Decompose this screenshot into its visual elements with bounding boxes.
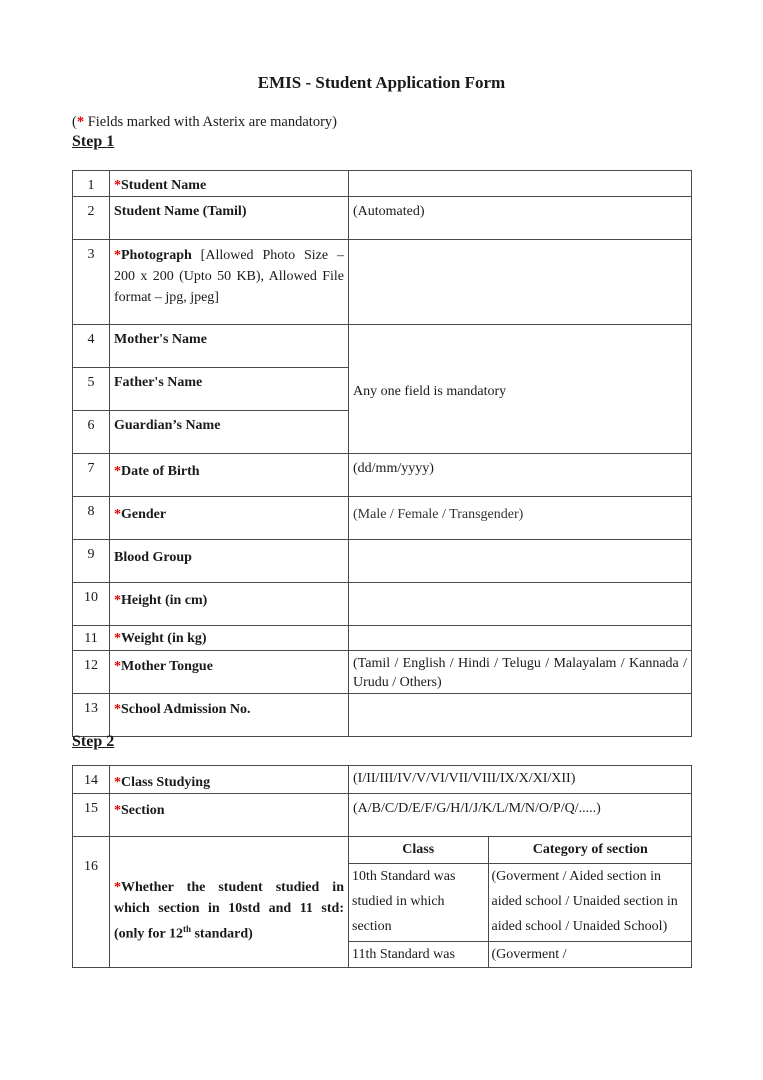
field-label-previous-sections bbox=[110, 837, 349, 968]
field-value-blood-group[interactable] bbox=[349, 540, 692, 583]
field-label-height bbox=[110, 583, 349, 626]
asterisk-mark: * bbox=[114, 880, 121, 895]
field-label-text: School Admission No. bbox=[121, 702, 251, 717]
table-row bbox=[73, 583, 692, 626]
table-row bbox=[73, 837, 692, 968]
class-cell: 11th Standard was bbox=[349, 942, 488, 968]
field-label-guardians-name: Guardian’s Name bbox=[110, 411, 349, 454]
category-cell[interactable]: (Goverment / Aided section in aided school / Unaided section in aided school / Unaided School) bbox=[488, 864, 692, 942]
row-number: 2 bbox=[73, 197, 110, 240]
column-header-category: Category of section bbox=[488, 837, 692, 864]
parents-field-note: Any one field is mandatory bbox=[349, 325, 692, 454]
mandatory-note bbox=[72, 114, 337, 131]
field-label-end: standard) bbox=[190, 926, 253, 942]
field-value-photograph[interactable] bbox=[349, 240, 692, 325]
table-row bbox=[73, 694, 692, 737]
step-1-heading: Step 1 bbox=[72, 133, 115, 150]
field-label-photograph bbox=[110, 240, 349, 325]
table-row bbox=[73, 454, 692, 497]
field-label-class-studying bbox=[110, 766, 349, 794]
class-cell: 10th Standard was studied in which section bbox=[349, 864, 488, 942]
field-label-section bbox=[110, 794, 349, 837]
field-value-class-studying[interactable]: (I/II/III/IV/V/VI/VII/VIII/IX/X/XI/XII) bbox=[349, 766, 692, 794]
asterisk-mark: * bbox=[114, 631, 121, 646]
field-label-blood-group: Blood Group bbox=[110, 540, 349, 583]
step-1-table bbox=[72, 170, 692, 737]
row-number: 7 bbox=[73, 454, 110, 497]
field-value-weight[interactable] bbox=[349, 626, 692, 651]
asterisk-mark: * bbox=[114, 178, 121, 193]
field-label-gender bbox=[110, 497, 349, 540]
asterisk-mark: * bbox=[114, 803, 121, 818]
table-row bbox=[73, 766, 692, 794]
previous-sections-cell bbox=[349, 837, 692, 968]
row-number: 8 bbox=[73, 497, 110, 540]
previous-sections-table bbox=[349, 837, 692, 967]
photo-requirements: [Allowed Photo Size – 200 x 200 (Upto 50 KB), Allowed File format – jpg, jpeg] bbox=[114, 248, 344, 305]
table-row bbox=[349, 942, 692, 968]
row-number: 13 bbox=[73, 694, 110, 737]
table-row bbox=[73, 626, 692, 651]
field-label-text: Weight (in kg) bbox=[121, 631, 207, 646]
row-number: 12 bbox=[73, 651, 110, 694]
field-value-date-of-birth[interactable]: (dd/mm/yyyy) bbox=[349, 454, 692, 497]
field-value-school-admission-no[interactable] bbox=[349, 694, 692, 737]
step-2-heading: Step 2 bbox=[72, 733, 115, 750]
asterisk-mark: * bbox=[114, 593, 121, 608]
column-header-class: Class bbox=[349, 837, 488, 864]
asterisk-mark: * bbox=[114, 659, 121, 674]
table-row bbox=[73, 540, 692, 583]
field-value-mother-tongue[interactable]: (Tamil / English / Hindi / Telugu / Malayalam / Kannada / Urudu / Others) bbox=[349, 651, 692, 694]
field-label-fathers-name: Father's Name bbox=[110, 368, 349, 411]
field-label-text: Height (in cm) bbox=[121, 593, 208, 608]
field-label-weight bbox=[110, 626, 349, 651]
asterisk-mark: * bbox=[114, 702, 121, 717]
table-row bbox=[349, 864, 692, 942]
field-value-height[interactable] bbox=[349, 583, 692, 626]
category-cell[interactable]: (Goverment / bbox=[488, 942, 692, 968]
page-title: EMIS - Student Application Form bbox=[257, 73, 506, 92]
field-value-gender[interactable]: (Male / Female / Transgender) bbox=[349, 497, 692, 540]
asterisk-mark: * bbox=[114, 464, 121, 479]
field-value-student-name[interactable] bbox=[349, 171, 692, 197]
field-label-text: Gender bbox=[121, 507, 167, 522]
row-number: 10 bbox=[73, 583, 110, 626]
row-number: 3 bbox=[73, 240, 110, 325]
step-2-table bbox=[72, 765, 692, 968]
table-row bbox=[73, 651, 692, 694]
field-label-text: Section bbox=[121, 803, 165, 818]
table-row bbox=[73, 240, 692, 325]
row-number: 1 bbox=[73, 171, 110, 197]
field-label-student-name-tamil: Student Name (Tamil) bbox=[110, 197, 349, 240]
field-label-text: Date of Birth bbox=[121, 464, 200, 479]
field-value-student-name-tamil: (Automated) bbox=[349, 197, 692, 240]
note-text: Fields marked with Asterix are mandatory) bbox=[84, 114, 337, 130]
row-number: 16 bbox=[73, 837, 110, 968]
asterisk-mark: * bbox=[114, 507, 121, 522]
field-label-mother-tongue bbox=[110, 651, 349, 694]
field-label-text: Class Studying bbox=[121, 775, 211, 790]
asterisk-mark: * bbox=[114, 775, 121, 790]
row-number: 9 bbox=[73, 540, 110, 583]
note-open: ( bbox=[72, 114, 77, 130]
row-number: 14 bbox=[73, 766, 110, 794]
row-number: 4 bbox=[73, 325, 110, 368]
field-label-text: Photograph bbox=[121, 248, 192, 263]
field-label-school-admission-no bbox=[110, 694, 349, 737]
field-label-text: Student Name bbox=[121, 178, 207, 193]
field-label-student-name bbox=[110, 171, 349, 197]
row-number: 5 bbox=[73, 368, 110, 411]
row-number: 15 bbox=[73, 794, 110, 837]
table-row bbox=[73, 171, 692, 197]
table-row bbox=[73, 497, 692, 540]
field-label-text: Mother Tongue bbox=[121, 659, 213, 674]
row-number: 6 bbox=[73, 411, 110, 454]
asterisk-mark: * bbox=[76, 114, 85, 130]
table-row bbox=[73, 325, 692, 368]
field-label-mothers-name: Mother's Name bbox=[110, 325, 349, 368]
field-value-section[interactable]: (A/B/C/D/E/F/G/H/I/J/K/L/M/N/O/P/Q/.....) bbox=[349, 794, 692, 837]
field-label-date-of-birth bbox=[110, 454, 349, 497]
table-row bbox=[73, 794, 692, 837]
asterisk-mark: * bbox=[114, 248, 121, 263]
table-row bbox=[73, 197, 692, 240]
field-label-text: Whether the student studied in which section in 10std and 11 std: (only for 12 bbox=[114, 880, 344, 942]
row-number: 11 bbox=[73, 626, 110, 651]
superscript-th: th bbox=[182, 924, 191, 934]
